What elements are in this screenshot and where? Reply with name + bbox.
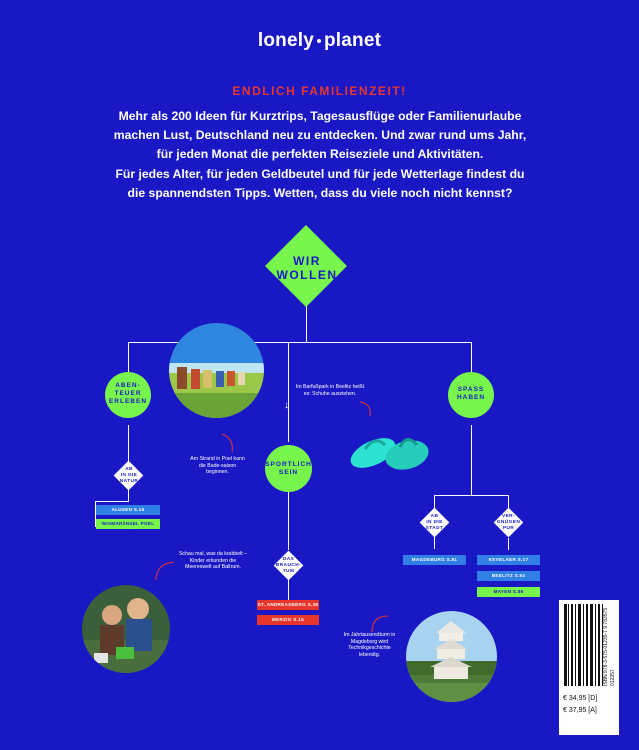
ab-natur-line1: AB [125,467,133,472]
logo-word-left: lonely [257,30,314,51]
sportlich-text [263,461,314,477]
box-magdeburg: MAGDEBURG S.81 [403,555,466,565]
price-austria: € 37,95 [A] [563,707,597,714]
brauchtum-line2: BRAUCH- [275,563,302,568]
connector-left-to-natur [128,425,129,465]
caption-strand: Am Strand in Poel kann die Bade-saison beginnen. [190,456,245,475]
ab-natur-line3: NATUR [119,479,139,484]
ab-stadt-line1: AB [430,514,439,519]
brauchtum-text [272,557,305,575]
box-merzig: MERZIG S.15 [257,615,319,625]
root-line1: WIR [293,254,321,268]
caption-barefoot-pointer [358,400,378,425]
vergnuegen-line2: GNÜGEN [496,520,521,525]
connector-right-down [471,342,472,372]
connector-right-down-2 [471,425,472,495]
ab-natur-text [113,467,145,485]
connector-middle-down [288,342,289,442]
connector-vergnuegen-to-box [508,538,509,550]
caption-barefoot: Im Barfußpark in Beelitz heißt es: Schuhe ausziehen. [295,384,365,397]
brand-logo [0,30,639,52]
vergnuegen-line3: PUR [502,526,515,531]
intro-paragraph-1: Mehr als 200 Ideen für Kurztrips, Tagesausflüge oder Familienurlaube machen Lust, Deutschland neu zu entdecken. Und zwar rund ums Jahr, für jeden Monat die perfekten Reiseziele und Aktivitäten. [113,109,527,161]
headline: ENDLICH FAMILIENZEIT! [232,84,407,98]
connector-brauchtum-to-boxes [288,580,289,600]
connector-root-down [306,303,307,343]
root-diamond-text [267,254,347,282]
ab-stadt-line3: STADT [425,526,444,531]
box-mayen: MAYEN S.86 [477,587,540,597]
caption-turm-pointer [368,612,394,639]
logo-dot [317,39,321,43]
spass-line2: HABEN [456,394,486,401]
price-germany: € 34,95 [D] [563,695,598,702]
connector-natur-boxes-h [95,501,129,502]
vergnuegen-line1: VER- [501,514,516,519]
spass-text [448,386,494,402]
caption-krabbelt-pointer [150,560,176,589]
barcode-digits [603,604,617,686]
root-line2: WOLLEN [276,268,338,282]
connector-left-down [128,342,129,372]
abenteuer-line1: ABEN- [115,382,141,389]
kids-photo [82,585,170,673]
tower-photo [406,611,497,702]
intro-paragraph-2: Für jedes Alter, für jeden Geldbeutel und für jede Wetterlage findest du die spannendsten Tipps. Wetten, dass du viele noch nicht kennst? [115,167,525,200]
sportlich-line1: SPORTLICH [265,461,312,468]
spass-line1: SPASS [457,386,485,393]
box-beelitz: BEELITZ S.54 [477,571,540,581]
ab-stadt-text [418,514,451,532]
box-wismar: WISMAR/INSEL POEL S.86 [96,519,160,529]
connector-middle-to-brauchtum [288,492,289,550]
caption-turm: Im Jahrtausendturm in Magdeburg wird Technikgeschichte lebendig. [343,632,396,658]
barcode-icon [562,604,604,686]
box-st-andreasberg: ST. ANDREASBERG S.38 [257,600,319,610]
barcode-label [559,600,619,735]
box-alusen: ALUSEN S.15 [96,505,160,515]
logo-word-right: planet [323,30,382,51]
vergnuegen-text [492,514,525,532]
brauchtum-line3: TUM [282,569,295,574]
caption-krabbelt: Schau mal, was da krabbelt – Kinder erkunden die Meereswelt auf Baltrum. [178,551,248,570]
barcode-number: 9 783575 012357 [603,607,616,686]
abenteuer-line3: ERLEBEN [108,398,148,405]
box-kevelaer: KEVELAER S.17 [477,555,540,565]
abenteuer-text [105,382,151,406]
sportlich-line2: SEIN [278,469,299,476]
beach-photo [169,323,264,418]
ab-natur-line2: IN DIE [120,473,138,478]
ab-stadt-line2: IN DIE [426,520,443,525]
brauchtum-line1: DAS [282,557,295,562]
barcode-isbn: ISBN 978-3-575-01235-7 [603,630,609,686]
connector-right-split [434,495,509,496]
caption-strand-pointer [220,432,240,461]
arrow-down-icon: ↓ [284,400,289,411]
abenteuer-line2: TEUER [114,390,142,397]
